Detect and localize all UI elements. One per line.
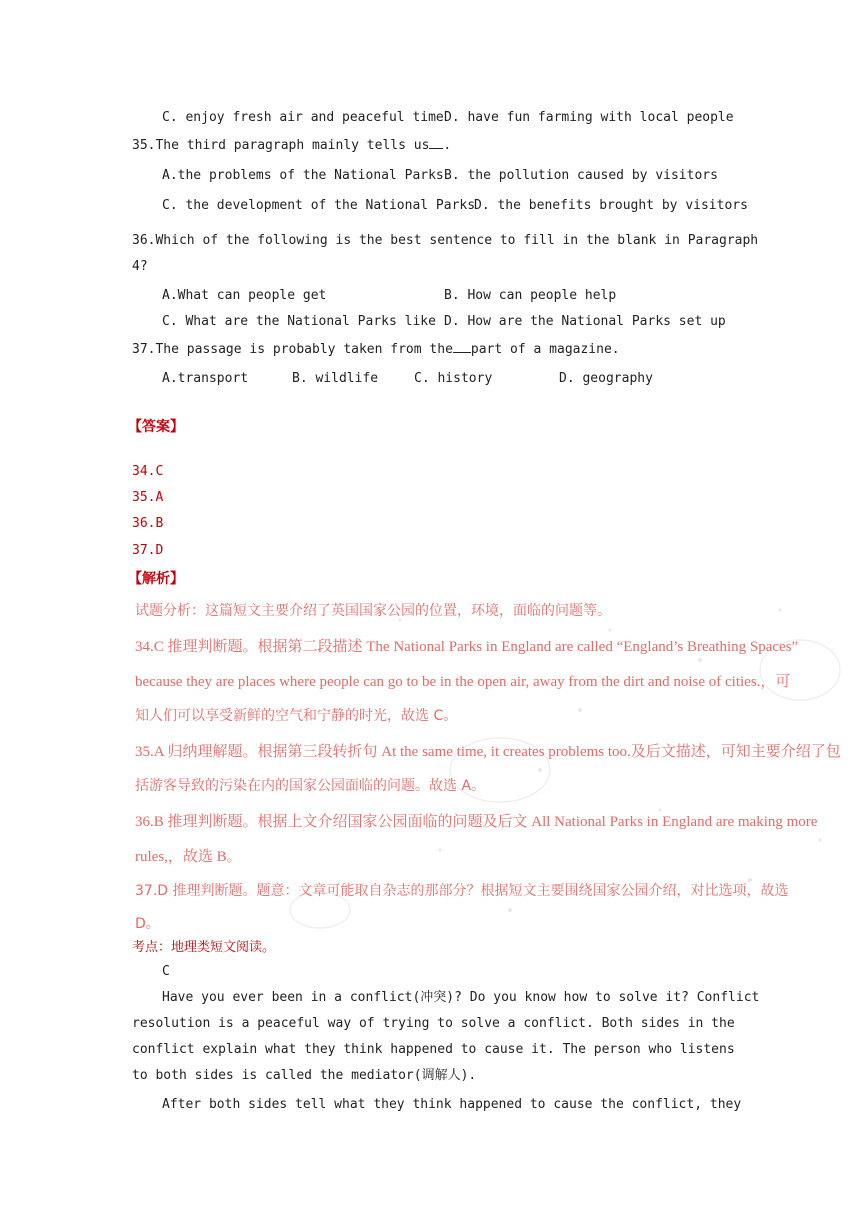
- analysis-summary: 试题分析：这篇短文主要介绍了英国国家公园的位置，环境，面临的问题等。: [135, 603, 611, 619]
- q37-option-a: A.transport: [162, 371, 249, 386]
- answer-37: 37.D: [132, 543, 164, 558]
- q35-option-a: A.the problems of the National Parks: [162, 168, 444, 183]
- analysis-q35-line2: 括游客导致的污染在内的国家公园面临的问题。故选 A。: [135, 778, 486, 794]
- q35-blank: [429, 136, 443, 149]
- q36-stem-line1: 36.Which of the following is the best sentence to fill in the blank in Paragraph: [132, 233, 759, 248]
- answer-34: 34.C: [132, 464, 164, 479]
- q37-option-c: C. history: [414, 371, 493, 386]
- answer-36: 36.B: [132, 516, 164, 531]
- q35-stem: 35.The third paragraph mainly tells us .: [132, 138, 452, 153]
- analysis-q34-line3: 知人们可以享受新鲜的空气和宁静的时光，故选 C。: [135, 708, 458, 724]
- analysis-q36-line2: rules,，故选 B。: [135, 849, 242, 865]
- passage-c-p1-line1: Have you ever been in a conflict(冲突)? Do you know how to solve it? Conflict: [162, 990, 760, 1005]
- q36-stem-line2: 4?: [132, 259, 148, 274]
- answer-heading: 【答案】: [128, 419, 184, 435]
- q37-stem: 37.The passage is probably taken from the part of a magazine.: [132, 342, 620, 357]
- q36-option-d: D. How are the National Parks set up: [444, 314, 726, 329]
- q35-option-d: D. the benefits brought by visitors: [474, 198, 748, 213]
- analysis-q37-line2: D。: [135, 916, 160, 932]
- q37-option-d: D. geography: [559, 371, 653, 386]
- analysis-q37-line1: 37.D 推理判断题。题意：文章可能取自杂志的那部分？根据短文主要围绕国家公园介绍，对比选项，故选: [135, 883, 789, 899]
- analysis-q34-line2: because they are places where people can go to be in the open air, away from the dirt and noise of cities.，可: [135, 674, 791, 690]
- passage-c-p2-line1: After both sides tell what they think happened to cause the conflict, they: [162, 1097, 742, 1112]
- passage-c-p1-line4: to both sides is called the mediator(调解人).: [132, 1068, 477, 1083]
- answer-35: 35.A: [132, 490, 164, 505]
- analysis-q34-line1: 34.C 推理判断题。根据第二段描述 The National Parks in England are called “England’s Breathing Spaces”: [135, 639, 799, 655]
- analysis-heading: 【解析】: [128, 571, 184, 587]
- passage-c-p1-line3: conflict explain what they think happened to cause it. The person who listens: [132, 1042, 735, 1057]
- passage-c-p1-line2: resolution is a peaceful way of trying to solve a conflict. Both sides in the: [132, 1016, 735, 1031]
- q37-blank: [453, 340, 471, 353]
- q36-option-a: A.What can people get: [162, 288, 327, 303]
- analysis-q35-line1: 35.A 归纳理解题。根据第三段转折句 At the same time, it creates problems too.及后文描述，可知主要介绍了包: [135, 744, 841, 760]
- q34-option-d: D. have fun farming with local people: [444, 110, 734, 125]
- q36-option-b: B. How can people help: [444, 288, 617, 303]
- kaodian: 考点：地理类短文阅读。: [132, 940, 276, 955]
- q37-option-b: B. wildlife: [292, 371, 379, 386]
- analysis-q36-line1: 36.B 推理判断题。根据上文介绍国家公园面临的问题及后文 All National Parks in England are making more: [135, 814, 818, 830]
- q35-option-c: C. the development of the National Parks: [162, 198, 476, 213]
- q35-option-b: B. the pollution caused by visitors: [444, 168, 718, 183]
- q36-option-c: C. What are the National Parks like: [162, 314, 436, 329]
- passage-c-label: C: [162, 964, 170, 979]
- q34-option-c: C. enjoy fresh air and peaceful time: [162, 110, 444, 125]
